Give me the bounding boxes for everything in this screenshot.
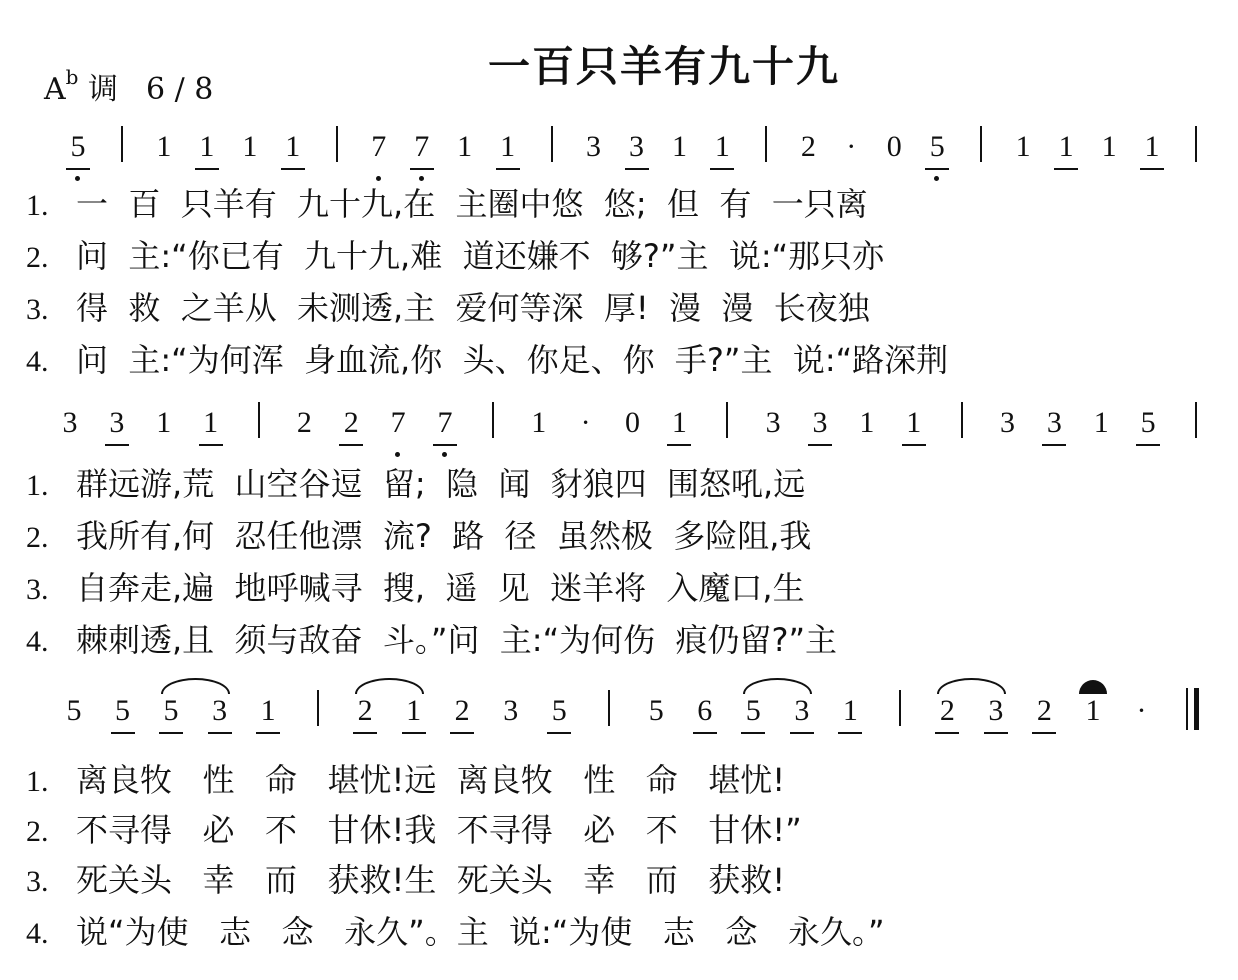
lyric-line: [26, 808, 802, 852]
augmentation-dot: ·: [580, 406, 591, 439]
note: 2: [927, 694, 967, 728]
lyric-line: [26, 758, 785, 802]
verse-number: 4.: [26, 345, 49, 378]
lyric-line: [26, 910, 885, 954]
note: 1: [457, 130, 473, 163]
slur: [937, 678, 1006, 694]
slur: [355, 678, 424, 694]
key-suffix: 调: [88, 72, 119, 107]
note: 3: [765, 406, 781, 439]
note: 1: [248, 694, 288, 728]
note: 1: [1093, 406, 1109, 439]
note: 3: [1000, 406, 1015, 439]
verse-number: 3.: [26, 573, 49, 606]
lyric-text: 我所有,何 忍任他漂 流? 路 径 虽然极 多险阻,我: [76, 517, 812, 555]
note: 2: [1024, 694, 1064, 728]
verse-number: 2.: [26, 815, 49, 848]
bar-line: [1195, 126, 1197, 162]
verse-number: 4.: [26, 917, 49, 950]
lyric-text: 自奔走,遍 地呼喊寻 搜, 遥 见 迷羊将 入魔口,生: [76, 569, 805, 607]
note: 1: [1101, 130, 1117, 163]
note: 1: [1046, 130, 1086, 164]
lyric-text: 问 主:“为何浑 身血流,你 头、你足、你 手?”主 说:“路深荆: [76, 341, 949, 379]
note: 1: [531, 406, 547, 439]
augmentation-dot: ·: [846, 130, 857, 163]
lyric-line: [26, 462, 805, 506]
note: 2: [800, 130, 816, 163]
bar-line: [765, 126, 767, 162]
note: 3: [503, 694, 519, 727]
bar-line: [258, 402, 260, 438]
notation-row: [0, 130, 1238, 190]
bar-line: [961, 402, 963, 438]
bar-line: [121, 126, 123, 162]
note: 1: [488, 130, 528, 164]
notation-row: [0, 694, 1238, 754]
note: 5: [103, 694, 143, 728]
note: 3: [1034, 406, 1074, 440]
lyric-line: [26, 514, 811, 558]
note: 5: [733, 694, 773, 728]
verse-number: 3.: [26, 293, 49, 326]
song-title: 一百只羊有九十九: [488, 42, 841, 91]
note: 5: [58, 130, 98, 164]
verse-number: 4.: [26, 625, 49, 658]
lyric-text: 说“为使 志 念 永久”。主 说:“为使 志 念 永久。”: [76, 913, 885, 951]
note: 1: [659, 406, 699, 440]
note: 5: [1128, 406, 1168, 440]
note: 3: [62, 406, 78, 439]
note: 1: [1073, 694, 1113, 728]
bar-line: [336, 126, 338, 162]
note: 1: [156, 130, 172, 163]
note: 7: [359, 130, 399, 164]
verse-number: 3.: [26, 865, 49, 898]
note: 2: [442, 694, 482, 728]
note: 1: [859, 406, 875, 439]
note: 3: [800, 406, 840, 440]
lyric-line: [26, 858, 785, 902]
note: 2: [331, 406, 371, 440]
note: 1: [1132, 130, 1172, 164]
note: 1: [242, 130, 258, 163]
note: 1: [273, 130, 313, 164]
verse-number: 1.: [26, 189, 49, 222]
note: 1: [156, 406, 172, 439]
note: 5: [648, 694, 664, 727]
note: 7: [378, 406, 418, 440]
note: 5: [151, 694, 191, 728]
verse-number: 2.: [26, 521, 49, 554]
note: 1: [702, 130, 742, 164]
lyric-text: 群远游,荒 山空谷逗 留; 隐 闻 豺狼四 围怒吼,远: [76, 465, 806, 503]
note: 3: [976, 694, 1016, 728]
bar-line: [899, 690, 901, 726]
bar-line: [1195, 402, 1197, 438]
note: 1: [187, 130, 227, 164]
augmentation-dot: ·: [1136, 694, 1147, 727]
verse-number: 1.: [26, 765, 49, 798]
bar-line: [492, 402, 494, 438]
note: 6: [685, 694, 725, 728]
note: 3: [586, 130, 602, 163]
note: 1: [894, 406, 934, 440]
lyric-line: [26, 182, 868, 226]
bar-line: [980, 126, 982, 162]
bar-line: [608, 690, 610, 726]
verse-number: 1.: [26, 469, 49, 502]
bar-line: [726, 402, 728, 438]
note: 1: [1015, 130, 1031, 163]
lyric-line: [26, 566, 805, 610]
verse-number: 2.: [26, 241, 49, 274]
lyric-text: 棘刺透,且 须与敌奋 斗。”问 主:“为何伤 痕仍留?”主: [76, 621, 838, 659]
key-note: A: [44, 72, 66, 107]
lyric-line: [26, 234, 884, 278]
slur: [161, 678, 230, 694]
time-signature: 6 / 8: [146, 72, 214, 107]
note: 5: [66, 694, 82, 727]
note: 2: [296, 406, 312, 439]
note: 0: [886, 130, 902, 163]
lyric-line: [26, 286, 870, 330]
note: 3: [782, 694, 822, 728]
lyric-text: 离良牧 性 命 堪忧!远 离良牧 性 命 堪忧!: [76, 761, 786, 799]
note: 3: [617, 130, 657, 164]
note: 1: [830, 694, 870, 728]
note: 7: [402, 130, 442, 164]
note: 3: [200, 694, 240, 728]
note: 5: [539, 694, 579, 728]
note: 0: [625, 406, 640, 439]
note: 7: [425, 406, 465, 440]
note: 1: [394, 694, 434, 728]
note: 3: [97, 406, 137, 440]
lyric-line: [26, 338, 948, 382]
key-accidental: b: [65, 65, 79, 89]
note: 5: [917, 130, 957, 164]
lyric-text: 问 主:“你已有 九十九,难 道还嫌不 够?”主 说:“那只亦: [76, 237, 885, 275]
bar-line: [317, 690, 319, 726]
slur: [743, 678, 812, 694]
notation-row: [0, 406, 1238, 466]
bar-line: [551, 126, 553, 162]
note: 1: [191, 406, 231, 440]
lyric-text: 死关头 幸 而 获救!生 死关头 幸 而 获救!: [76, 861, 786, 899]
note: 2: [345, 694, 385, 728]
lyric-text: 不寻得 必 不 甘休!我 不寻得 必 不 甘休!”: [76, 811, 802, 849]
lyric-text: 一 百 只羊有 九十九,在 主圈中悠 悠; 但 有 一只离: [76, 185, 868, 223]
lyric-line: [26, 618, 837, 662]
lyric-text: 得 救 之羊从 未测透,主 爱何等深 厚! 漫 漫 长夜独: [76, 289, 870, 327]
note: 1: [671, 130, 687, 163]
key-signature: [44, 64, 213, 108]
